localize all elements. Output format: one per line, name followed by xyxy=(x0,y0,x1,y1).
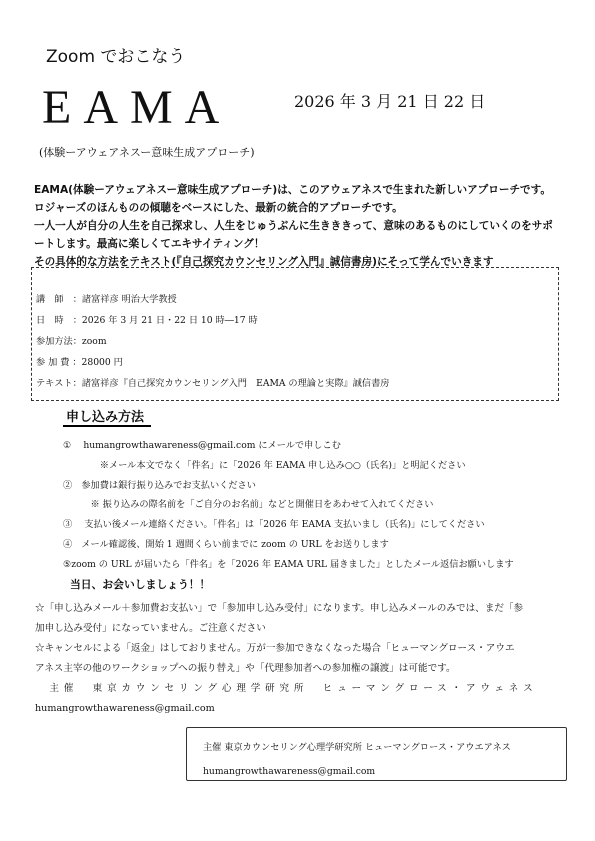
note-line: アネス主宰の他のワークショップへの振り替え」や「代理参加者への参加権の譲渡」は可能です。 xyxy=(35,663,456,674)
apply-heading: 申し込み方法 xyxy=(66,410,145,425)
intro-line: ロジャーズのほんものの傾聴をベースにした、最新の統合的アプローチです。 xyxy=(34,202,403,214)
step-line: ① humangrowthawareness@gmail.com にメールで申しこむ xyxy=(63,440,341,451)
note-line: ☆「申し込みメール＋参加費お支払い」で「参加申し込み受付」になります。申し込みメールのみでは、まだ「参 xyxy=(35,603,524,614)
event-info xyxy=(36,289,390,394)
step-line: ※ 振り込みの際名前を「ご自分のお名前」などと開催日をあわせて入れてください xyxy=(63,499,434,511)
title-subtitle: (体験ーアウェアネスー意味生成アプローチ) xyxy=(39,146,255,159)
info-line: テキスト：諸富祥彦『自己探究カウンセリング入門 EAMA の理論と実際』誠信書房 xyxy=(36,378,390,389)
note-line: ☆キャンセルによる「返金」はしておりません。万が一参加できなくなった場合「ヒューマングロース・アウエ xyxy=(35,643,515,654)
note-line: 加申し込み受付」になっていません。ご注意ください xyxy=(35,623,266,634)
info-line: 講 師 ：諸富祥彦 明治大学教授 xyxy=(36,294,177,305)
sponsor-line: 主催 東京カウンセリング心理学研究所 ヒューマングロース・アウェネス xyxy=(35,683,538,694)
info-line: 参加方法：zoom xyxy=(36,336,107,347)
page-title: EAMA xyxy=(42,81,232,134)
greeting: 当日、お会いしましょう！！ xyxy=(70,578,211,591)
step-line: ③ 支払い後メール連絡ください。「件名」は「2026 年 EAMA 支払いまし（氏名)」にしてください xyxy=(63,519,485,531)
apply-steps xyxy=(63,436,514,575)
intro-line: 一人一人が自分の人生を自己探求し、人生をじゅうぶんに生きききって、意味のあるものにしていくのをサポ xyxy=(34,220,553,232)
zoom-subheading: Zoom でおこなう xyxy=(46,47,186,67)
intro-line: ートします。最高に楽しくてエキサイティング！ xyxy=(34,238,265,250)
step-line: ⑤zoom の URL が届いたら「件名」を「2026 年 EAMA URL 届きました」としたメール返信お願いします xyxy=(63,558,514,570)
info-line: 参 加 費 ：28000 円 xyxy=(36,357,123,368)
intro-line: その具体的な方法をテキスト(『自己探究カウンセリング入門』誠信書房)にそって学んでいきます xyxy=(34,256,494,268)
step-line: ※メール本文でなく「件名」に「2026 年 EAMA 申し込み○○（氏名)」と明記ください xyxy=(63,459,466,471)
intro-paragraph xyxy=(34,181,553,271)
contact-info xyxy=(203,736,511,784)
apply-heading-underline xyxy=(63,425,151,427)
contact-organizer: 主催 東京カウンセリング心理学研究所 ヒューマングロース・アウエアネス xyxy=(203,742,511,753)
step-line: ④ メール確認後、開始 1 週間くらい前までに zoom の URL をお送りします xyxy=(63,538,389,550)
notes xyxy=(35,599,538,719)
contact-email: humangrowthawareness@gmail.com xyxy=(203,766,376,777)
step-line: ② 参加費は銀行振り込みでお支払いください xyxy=(63,479,256,491)
event-date: 2026 年 3 月 21 日 22 日 xyxy=(294,92,486,111)
info-line: 日 時 ：2026 年 3 月 21 日・22 日 10 時―17 時 xyxy=(36,315,258,326)
intro-line: EAMA(体験ーアウェアネスー意味生成アプローチ)は、このアウェアネスで生まれた新しいアプローチです。 xyxy=(34,184,551,196)
sponsor-email: humangrowthawareness@gmail.com xyxy=(35,703,215,714)
